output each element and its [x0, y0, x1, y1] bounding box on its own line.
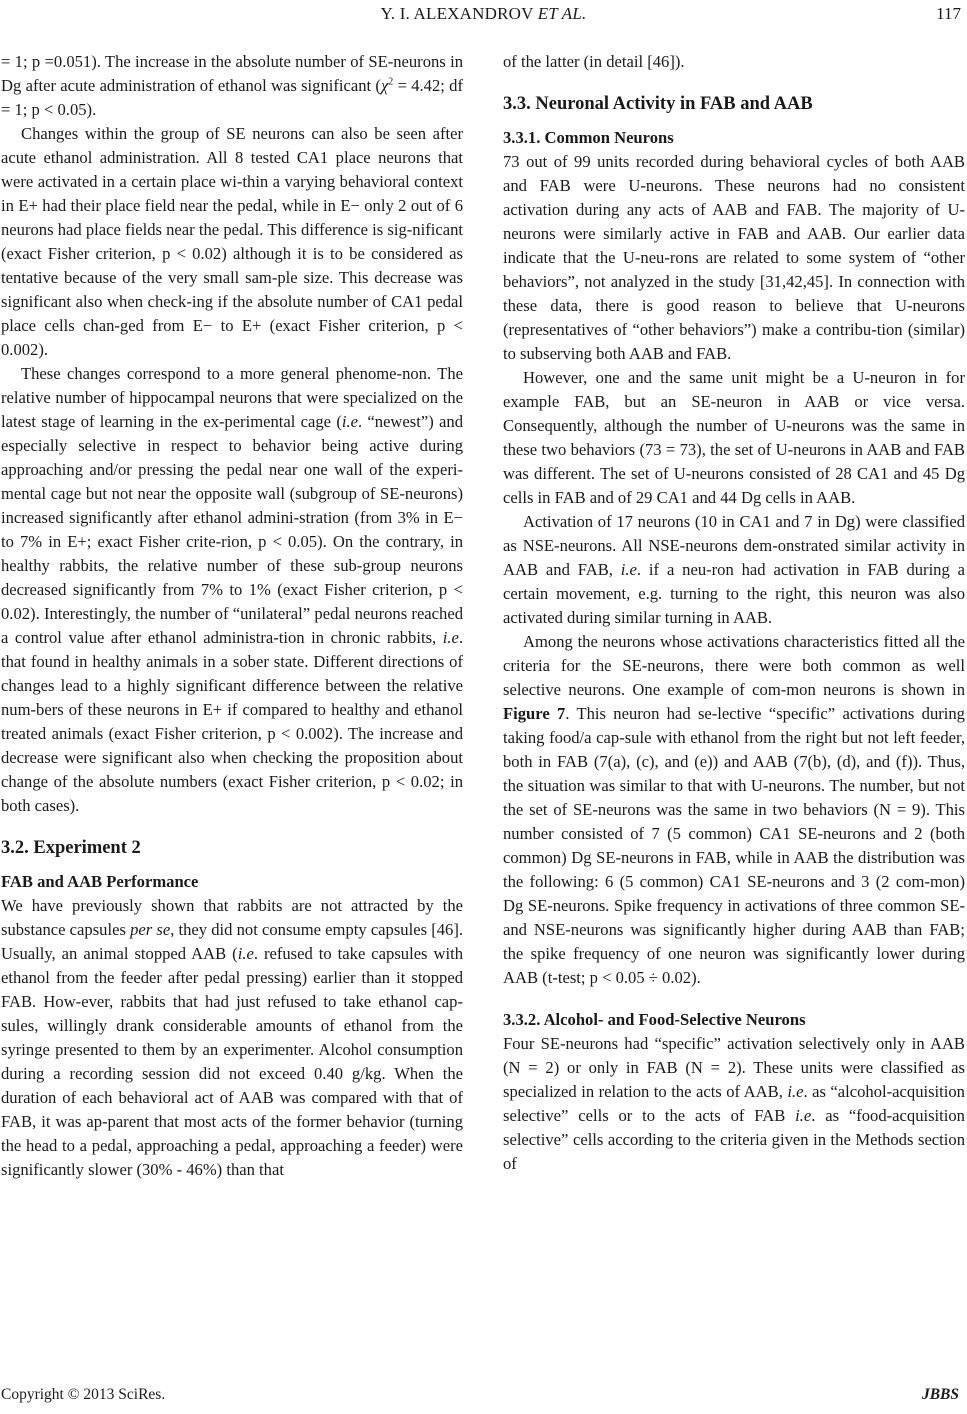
page-number: 117 [936, 4, 961, 23]
italic-ie: i.e [237, 944, 254, 963]
running-title-authors: Y. I. ALEXANDROV [380, 4, 534, 23]
chi-symbol: χ [380, 76, 389, 95]
text-run: , they did not consume empty capsules [46]. Usually, an animal stopped AAB ( [1, 920, 464, 963]
paragraph [1, 50, 463, 122]
running-title [0, 4, 967, 24]
section-heading-3-2: 3.2. Experiment 2 [1, 838, 141, 858]
paragraph [503, 510, 965, 630]
text-run: . as “alcohol-acquisition selective” cells or to the acts of FAB [503, 1082, 965, 1125]
text-run: . This neuron had se-lective “specific” activations during taking food/a cap-sule with ethanol from the right but not left feeder, both in FAB (7(a), (c), and (e)) and AAB (7(b), (d), and (f)). Thus, the situation was similar to that with U-neurons. The number, but not the set of SE-neurons was the same in two behaviors (N = 9). This number consisted of 7 (5 common) CA1 SE-neurons and 2 (both common) Dg SE-neurons in FAB, while in AAB the distribution was the following: 6 (5 common) CA1 SE-neurons and 3 (2 com-mon) Dg SE-neurons. Spike frequency in activations of three common SE- and NSE-neurons was significantly higher during AAB than FAB; the spike frequency of one neuron was significantly lower during AAB (t-test; p < 0.05 ÷ 0.02). [503, 704, 965, 987]
italic-ie: i.e [620, 560, 637, 579]
subsection-heading-3-3-1: 3.3.1. Common Neurons [503, 128, 674, 147]
running-header [0, 0, 967, 30]
paragraph [503, 1032, 965, 1176]
journal-abbreviation: JBBS [921, 1386, 959, 1403]
text-run: We have previously shown that rabbits are not attracted by the substance capsules [1, 896, 463, 939]
paragraph: of the latter (in detail [46]). [503, 52, 685, 71]
figure-reference-link[interactable]: Figure 7 [503, 704, 566, 723]
running-title-etal: ET AL. [537, 4, 587, 23]
paragraph: Changes within the group of SE neurons can also be seen after acute ethanol administration. All 8 tested CA1 place neurons that were activated in a certain place wi-thin a varying behavioral context in E+ had their place field near the pedal, while in E− only 2 out of 6 neurons had place fields near the pedal. This difference is sig-nificant (exact Fisher criterion, p < 0.02) although it is to be considered as tentative because of the very small sam-ple size. This decrease was significant also when check-ing if the absolute number of CA1 pedal place cells chan-ged from E− to E+ (exact Fisher criterion, p < 0.002). [1, 124, 463, 359]
text-run: . “newest”) and especially selective in respect to behavior being active during approaching and/or pressing the pedal near one wall of the experi-mental cage but not near the opposite wall (subgroup of SE-neurons) increased significantly after ethanol admini-stration (from 3% in E− to 7% in E+; exact Fisher crite-rion, p < 0.05). On the contrary, in healthy rabbits, the relative number of these sub-group neurons decreased significantly from 7% to 1% (exact Fisher criterion, p < 0.02). Interestingly, the number of “unilateral” pedal neurons reached a control value after ethanol administra-tion in chronic rabbits, [1, 412, 463, 647]
text-run: Four SE-neurons had “specific” activation selectively only in AAB (N = 2) or only in FAB (N = 2). These units were classified as specialized in relation to the acts of AAB, [503, 1034, 965, 1101]
italic-ie: i.e [795, 1106, 812, 1125]
italic-ie: i.e [341, 412, 358, 431]
text-run: . that found in healthy animals in a sober state. Different directions of changes lead to a highly significant difference between the relative num-bers of these neurons in E+ if compared to healthy and ethanol treated animals (exact Fisher criterion, p < 0.002). The increase and decrease were significant also when checking the proposition about change of the absolute numbers (exact Fisher criterion, p < 0.02; in both cases). [1, 628, 463, 815]
text-run: = 1; p =0.051). The increase in the absolute number of SE-neurons in Dg after acute administration of ethanol was significant ( [1, 52, 463, 95]
paragraph: However, one and the same unit might be a U-neuron in for example FAB, but an SE-neuron in AAB or vice versa. Consequently, although the number of U-neurons was the same in these two behaviors (73 = 73), the set of U-neurons in AAB and FAB was different. The set of U-neurons consisted of 28 CA1 and 45 Dg cells in FAB and of 29 CA1 and 44 Dg cells in AAB. [503, 368, 965, 507]
italic-ie: i.e [442, 628, 459, 647]
paragraph [1, 362, 463, 818]
text-run: . as “food-acquisition selective” cells according to the criteria given in the Methods section of [503, 1106, 965, 1173]
paragraph [503, 630, 965, 990]
copyright-notice: Copyright © 2013 SciRes. [1, 1386, 166, 1403]
italic-ie: i.e [787, 1082, 804, 1101]
text-run: . if a neu-ron had activation in FAB during a certain movement, e.g. turning to the right, this neuron was also activated during similar turning in AAB. [503, 560, 965, 627]
page-footer [0, 1386, 967, 1410]
text-run: These changes correspond to a more general phenome-non. The relative number of hippocampal neurons that were specialized on the latest stage of learning in the ex-perimental cage ( [1, 364, 463, 431]
right-column [503, 50, 965, 1176]
paragraph: 73 out of 99 units recorded during behavioral cycles of both AAB and FAB were U-neurons. These neurons had no consistent activation during any acts of AAB and FAB. The majority of U-neurons were similarly active in FAB and AAB. Our earlier data indicate that the U-neu-rons are related to some system of “other behaviors”, not analyzed in the study [31,42,45]. In connection with these data, there is good reason to believe that U-neurons (representatives of “other behaviors”) make a contribu-tion (similar) to subserving both AAB and FAB. [503, 152, 965, 363]
text-run: Among the neurons whose activations characteristics fitted all the criteria for the SE-neurons, there were both common as well selective neurons. One example of com-mon neurons is shown in [503, 632, 965, 699]
text-run: Activation of 17 neurons (10 in CA1 and 7 in Dg) were classified as NSE-neurons. All NSE-neurons dem-onstrated similar activity in AAB and FAB, [503, 512, 965, 579]
left-column [1, 50, 463, 1182]
subsection-heading-3-3-2: 3.3.2. Alcohol- and Food-Selective Neurons [503, 1010, 806, 1029]
paragraph [1, 894, 463, 1182]
subsection-heading-fab-aab-performance: FAB and AAB Performance [1, 872, 199, 891]
text-run: = 4.42; df = 1; p < 0.05). [1, 76, 464, 119]
superscript: 2 [388, 76, 394, 88]
italic-per-se: per se [130, 920, 171, 939]
section-heading-3-3: 3.3. Neuronal Activity in FAB and AAB [503, 94, 813, 114]
text-run: . refused to take capsules with ethanol from the feeder after pedal pressing) earlier than it stopped FAB. How-ever, rabbits that had just refused to take ethanol cap-sules, willingly drank considerable amounts of ethanol from the syringe presented to them by an experimenter. Alcohol consumption during a recording session did not exceed 0.40 g/kg. When the duration of each behavioral act of AAB was compared with that of FAB, it was ap-parent that most acts of the former behavior (turning the head to a pedal, approaching a pedal, approaching a feeder) were significantly slower (30% - 46%) than that [1, 944, 463, 1179]
